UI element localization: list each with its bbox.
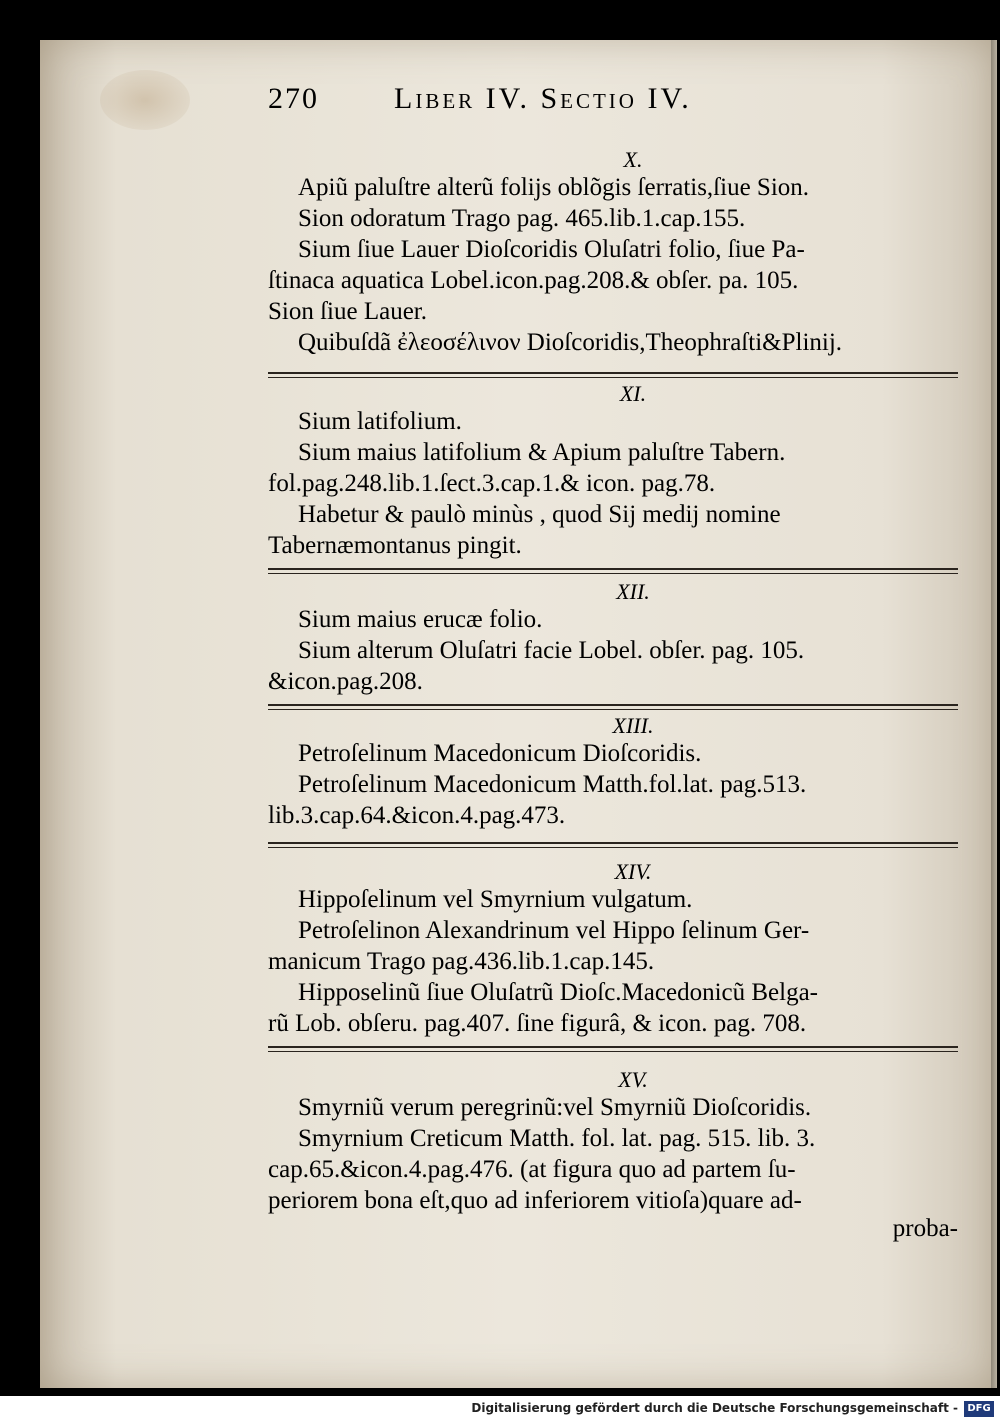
text-line: Sium latifolium. [298, 408, 462, 435]
text-line: Smyrniũ verum peregrinũ:vel Smyrniũ Dioſcoridis. [298, 1094, 812, 1121]
section-numeral: XV. [618, 1067, 648, 1092]
text-line: &icon.pag.208. [268, 668, 423, 695]
text-line: lib.3.cap.64.&icon.4.pag.473. [268, 802, 566, 829]
section-xv [268, 1068, 958, 1216]
paper-stain [100, 70, 190, 130]
text-line: Quibuſdã ἐλεοσέλινον Dioſcoridis,Theophraſti&Plinij. [298, 329, 843, 356]
section-numeral: XIV. [614, 859, 652, 884]
section-rule [268, 704, 958, 710]
dfg-logo: DFG [964, 1401, 994, 1417]
text-line: Sium ſiue Lauer Dioſcoridis Oluſatri folio, ſiue Pa- [298, 236, 805, 263]
catchword: proba- [892, 1215, 958, 1242]
section-numeral: XI. [619, 381, 647, 406]
section-rule [268, 568, 958, 574]
text-line: ſtinaca aquatica Lobel.icon.pag.208.& obſer. pa. 105. [268, 267, 799, 294]
text-line: cap.65.&icon.4.pag.476. (at figura quo ad partem ſu- [268, 1156, 796, 1183]
text-line: periorem bona eſt,quo ad inferiorem vitioſa)quare ad- [268, 1187, 802, 1214]
page-edge [991, 40, 997, 1388]
text-line: Apiũ paluſtre alterũ folijs oblõgis ſerratis,ſiue Sion. [298, 174, 810, 201]
text-line: Sium alterum Oluſatri facie Lobel. obſer. pag. 105. [298, 637, 805, 664]
section-numeral: XII. [616, 579, 650, 604]
text-line: Sion odoratum Trago pag. 465.lib.1.cap.155. [298, 205, 746, 232]
text-line: Hippoſelinum vel Smyrnium vulgatum. [298, 886, 693, 913]
section-x [268, 148, 958, 358]
section-rule [268, 372, 958, 378]
section-numeral: XIII. [612, 713, 654, 738]
text-line: Petroſelinon Alexandrinum vel Hippo ſelinum Ger- [298, 917, 810, 944]
text-line: Tabernæmontanus pingit. [268, 532, 522, 559]
section-rule [268, 1046, 958, 1052]
text-line: Hipposelinũ ſiue Oluſatrũ Dioſc.Macedonicũ Belga- [298, 979, 819, 1006]
text-line: Sion ſiue Lauer. [268, 298, 427, 325]
text-line: Petroſelinum Macedonicum Matth.fol.lat. pag.513. [298, 771, 807, 798]
text-line: Sium maius latifolium & Apium paluſtre Tabern. [298, 439, 786, 466]
funding-credit: Digitalisierung gefördert durch die Deutsche Forschungsgemeinschaft - [471, 1401, 958, 1415]
running-head-title: Liber IV. Sectio IV. [394, 82, 692, 115]
page-number: 270 [268, 82, 319, 115]
running-head [268, 82, 888, 126]
section-xiii [268, 714, 958, 831]
text-line: Smyrnium Creticum Matth. fol. lat. pag. 515. lib. 3. [298, 1125, 816, 1152]
text-line: Habetur & paulò minùs , quod Sij medij nomine [298, 501, 781, 528]
text-line: manicum Trago pag.436.lib.1.cap.145. [268, 948, 655, 975]
section-xiv [268, 860, 958, 1039]
section-xi [268, 382, 958, 561]
text-line: Sium maius erucæ folio. [298, 606, 543, 633]
text-line: rũ Lob. obſeru. pag.407. ſine figurâ, & icon. pag. 708. [268, 1010, 807, 1037]
section-rule [268, 842, 958, 848]
section-numeral: X. [623, 147, 643, 172]
text-line: fol.pag.248.lib.1.ſect.3.cap.1.& icon. pag.78. [268, 470, 716, 497]
text-line: Petroſelinum Macedonicum Dioſcoridis. [298, 740, 702, 767]
digitization-footer [0, 1396, 1000, 1423]
section-xii [268, 580, 958, 697]
